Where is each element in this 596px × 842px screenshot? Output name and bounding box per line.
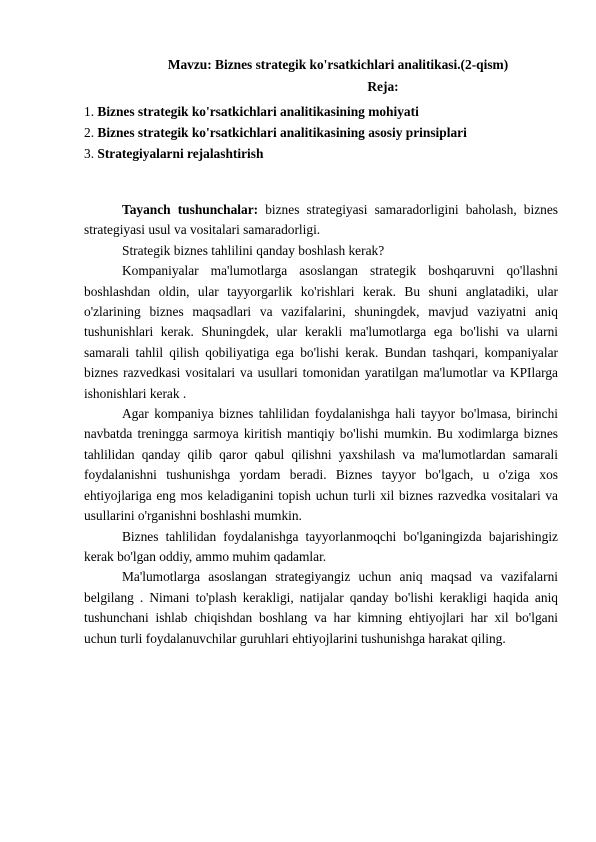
key-concepts-paragraph xyxy=(84,200,558,241)
plan-item-text: Strategiyalarni rejalashtirish xyxy=(97,146,264,161)
plan-list xyxy=(84,103,467,166)
plan-item-3 xyxy=(84,145,467,166)
plan-item-number: 1. xyxy=(84,104,98,119)
body-paragraph: Kompaniyalar ma'lumotlarga asoslangan strategik boshqaruvni qo'llashni boshlashdan oldin, ular tayyorgarlik ko'rishlari kerak. Bu shuni anglatadiki, ular o'zlarining biznes maqsadlari va vazifalarini, shuningdek, mavjud vaziyatni aniq tushunishlari kerak. Shuningdek, ular kerakli ma'lumotlarga ega bo'lishi va ularni samarali tahlil qilish qobiliyatiga ega bo'lishi kerak. Bundan tashqari, kompaniyalar biznes razvedkasi vositalari va usullari tomonidan yaratilgan ma'lumotlar va KPIlarga ishonishlari kerak . xyxy=(84,263,558,401)
plan-item-text: Biznes strategik ko'rsatkichlari analitikasining mohiyati xyxy=(97,104,419,119)
body-paragraph: Ma'lumotlarga asoslangan strategiyangiz uchun aniq maqsad va vazifalarni belgilang . Nimani to'plash kerakligi, natijalar qanday bo'lishi kerakligi haqida aniq tushunchani ishlab chiqishdan boshlang va har kimning ehtiyojlari har xil bo'lgani uchun turli foydalanuvchilar guruhlari ehtiyojlarini tushunishga harakat qiling. xyxy=(84,569,558,646)
plan-item-number: 3. xyxy=(84,146,98,161)
document-title: Mavzu: Biznes strategik ko'rsatkichlari analitikasi.(2-qism) xyxy=(167,57,509,72)
body-paragraph: Biznes tahlilidan foydalanishga tayyorlanmoqchi bo'lganingizda bajarishingiz kerak bo'lgan oddiy, ammo muhim qadamlar. xyxy=(84,528,558,564)
key-concepts-text: biznes strategiyasi samaradorligini baholash, biznes strategiyasi usul va vositalari samaradorligi. xyxy=(84,202,558,238)
plan-item-1 xyxy=(84,103,467,124)
body-paragraph: Strategik biznes tahlilini qanday boshlash kerak? xyxy=(122,242,385,258)
plan-heading: Reja: xyxy=(367,79,399,94)
body-paragraph: Agar kompaniya biznes tahlilidan foydalanishga hali tayyor bo'lmasa, birinchi navbatda treningga sarmoya kiritish mantiqiy bo'lishi mumkin. Bu xodimlarga biznes tahlilidan qanday qilib qaror qabul qilishni yaxshilash va ma'lumotlardan samarali foydalanishni tushunishga yordam beradi. Biznes tayyor bo'lgach, u o'ziga xos ehtiyojlariga eng mos keladiganini topish uchun turli xil biznes razvedka vositalari va usullarini o'rganishni boshlashi mumkin. xyxy=(84,406,558,524)
key-concepts-label: Tayanch tushunchalar: xyxy=(122,202,259,217)
plan-item-2 xyxy=(84,124,467,145)
plan-item-text: Biznes strategik ko'rsatkichlari analitikasining asosiy prinsiplari xyxy=(97,125,467,140)
plan-item-number: 2. xyxy=(84,125,98,140)
document-body xyxy=(84,200,558,649)
